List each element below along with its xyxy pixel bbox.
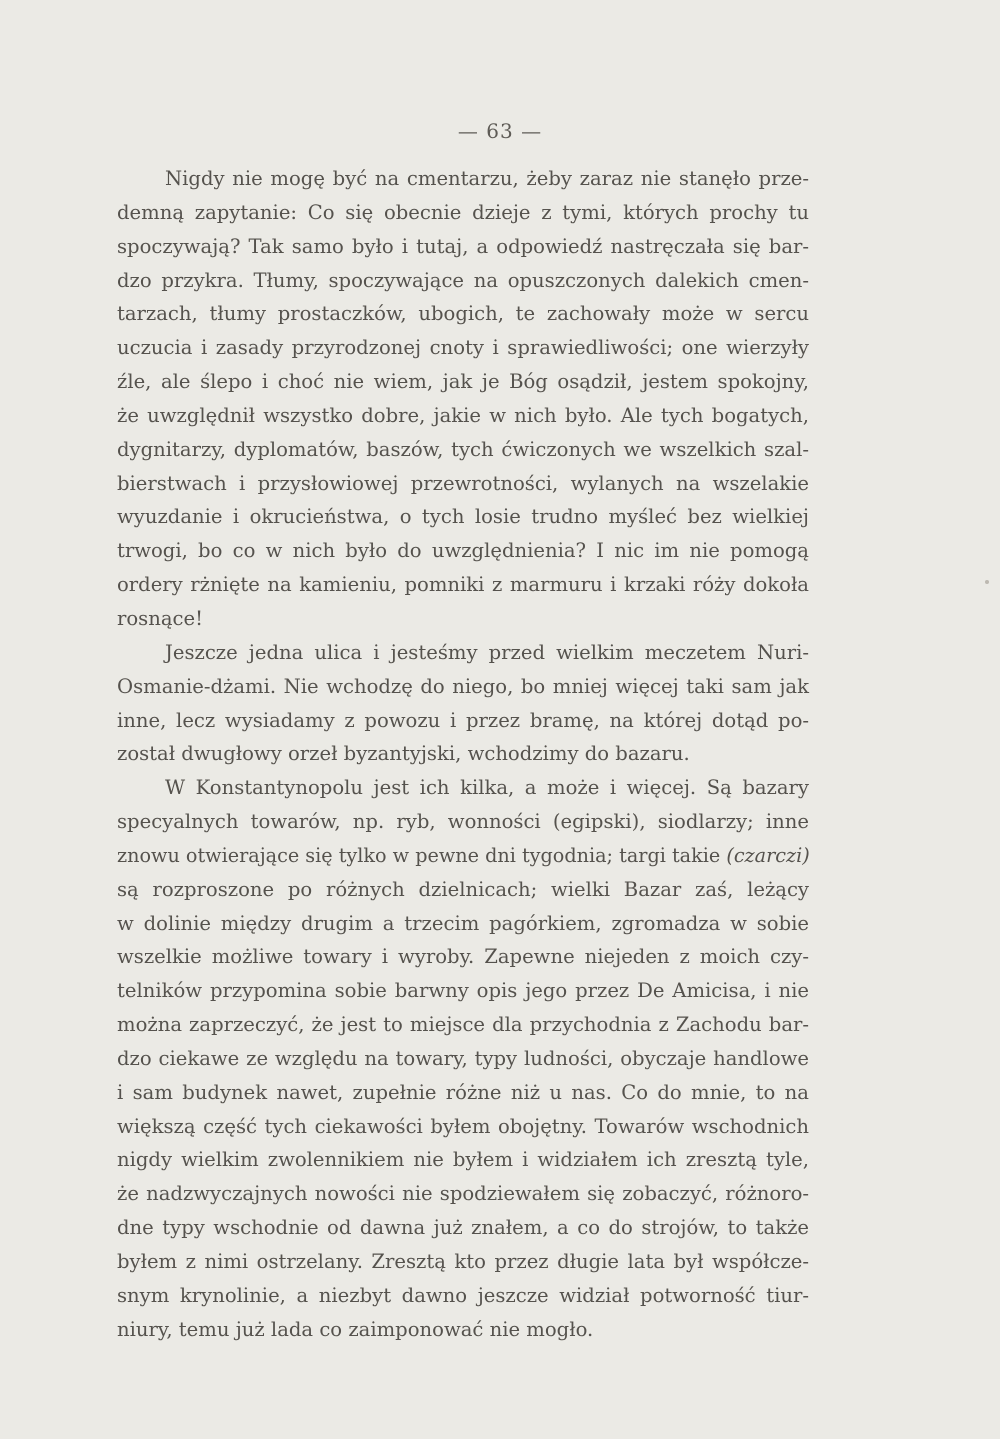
text-line: snym krynolinie, a niezbyt dawno jeszcze widział potworność tiur- [117,1283,809,1307]
text-line: ordery rżnięte na kamieniu, pomniki z marmuru i krzaki róży dokoła [117,573,809,597]
text-line: Osmanie-dżami. Nie wchodzę do niego, bo mniej więcej taki sam jak [117,674,809,698]
text-line: że uwzględnił wszystko dobre, jakie w nich było. Ale tych bogatych, [117,403,809,427]
text-line: bierstwach i przysłowiowej przewrotności, wylanych na wszelakie [117,471,809,495]
text-line: uczucia i zasady przyrodzonej cnoty i sprawiedliwości; one wierzyły [117,336,809,360]
text-line: większą część tych ciekawości byłem obojętny. Towarów wschodnich [117,1114,809,1138]
text-line: dne typy wschodnie od dawna już znałem, a co do strojów, to także [117,1216,809,1240]
text-line: byłem z nimi ostrzelany. Zresztą kto przez długie lata był współcze- [117,1250,809,1273]
text-line: został dwugłowy orzeł byzantyjski, wchodzimy do bazaru. [117,742,690,766]
text-line: inne, lecz wysiadamy z powozu i przez bramę, na której dotąd po- [117,708,809,732]
text-line: wszelkie możliwe towary i wyroby. Zapewne niejeden z moich czy- [117,945,809,969]
text-line: znowu otwierające się tylko w pewne dni tygodnia; targi takie (czarczi) [117,843,810,867]
text-line: specyalnych towarów, np. ryb, wonności (egipski), siodlarzy; inne [117,810,809,834]
text-line: niury, temu już lada co zaimponować nie mogło. [117,1317,594,1341]
text-line: dzo przykra. Tłumy, spoczywające na opuszczonych dalekich cmen- [117,268,809,292]
text-line: W Konstantynopolu jest ich kilka, a może i więcej. Są bazary [165,776,809,800]
paper-speck [985,580,989,584]
text-line: trwogi, bo co w nich było do uwzględnienia? I nic im nie pomogą [117,539,809,563]
text-line: Nigdy nie mogę być na cmentarzu, żeby zaraz nie stanęło prze- [165,167,809,190]
text-line: demną zapytanie: Co się obecnie dzieje z tymi, których prochy tu [117,200,809,224]
text-line: w dolinie między drugim a trzecim pagórkiem, zgromadza w sobie [117,911,809,935]
body-text [117,162,809,1347]
text-line: spoczywają? Tak samo było i tutaj, a odpowiedź nastręczała się bar- [117,234,809,258]
text-line: są rozproszone po różnych dzielnicach; wielki Bazar zaś, leżący [117,877,809,901]
text-line: źle, ale ślepo i choć nie wiem, jak je Bóg osądził, jestem spokojny, [117,370,809,394]
text-line: telników przypomina sobie barwny opis jego przez De Amicisa, i nie [117,979,809,1003]
text-line: rosnące! [117,606,203,630]
text-line: nigdy wielkim zwolennikiem nie byłem i widziałem ich zresztą tyle, [117,1148,809,1172]
text-line: Jeszcze jedna ulica i jesteśmy przed wielkim meczetem Nuri- [165,640,809,664]
text-line: że nadzwyczajnych nowości nie spodziewałem się zobaczyć, różnoro- [117,1182,809,1206]
page-number: — 63 — [457,119,543,143]
text-line: można zaprzeczyć, że jest to miejsce dla przychodnia z Zachodu bar- [117,1013,809,1037]
text-line: wyuzdanie i okrucieństwa, o tych losie trudno myśleć bez wielkiej [117,505,809,529]
text-line: dzo ciekawe ze względu na towary, typy ludności, obyczaje handlowe [117,1046,809,1070]
text-line: i sam budynek nawet, zupełnie różne niż u nas. Co do mnie, to na [117,1080,809,1104]
text-line: tarzach, tłumy prostaczków, ubogich, te zachowały może w sercu [117,302,809,326]
text-line: dygnitarzy, dyplomatów, baszów, tych ćwiczonych we wszelkich szal- [117,437,809,461]
italic-term: (czarczi) [726,843,810,867]
